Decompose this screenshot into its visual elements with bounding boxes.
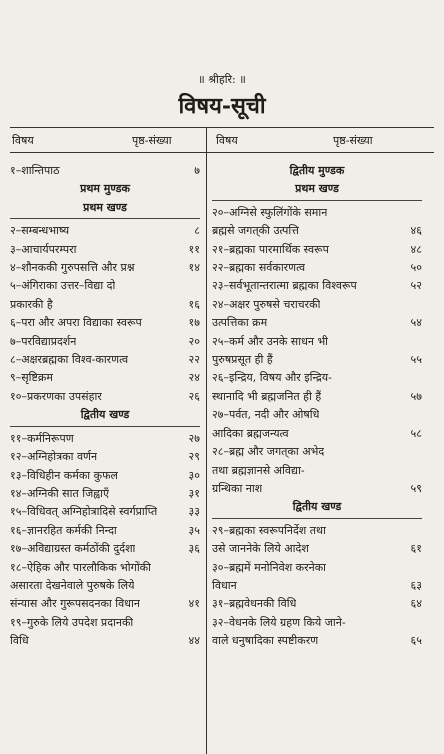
entry-page-number: २४ [188,371,200,385]
entry-page-number: ३५ [188,523,200,537]
entry-page-number: २६ [188,389,200,403]
contents-entry [10,259,200,277]
contents-entry [10,222,200,240]
right-subject-heading: विषय [216,134,238,147]
contents-entry [10,485,200,503]
entry-page-number [418,204,422,222]
contents-entry [212,241,422,259]
entry-page-number [196,277,200,295]
entry-page-number: १४ [188,261,200,275]
header-top-rule [10,127,434,128]
entry-title: ३०–ब्रह्ममें मनोनिवेश करनेका [212,560,327,574]
entry-page-number: ३३ [188,505,200,519]
contents-entry [212,462,422,480]
contents-entry [10,430,200,448]
entry-page-number: ७ [194,164,200,177]
entry-title: २०–अग्निसे स्फुलिंगोंके समान [212,205,328,219]
contents-entry [10,540,200,558]
contents-entry [212,406,422,424]
contents-entry [212,277,422,295]
entry-title: विधि [10,634,29,648]
entry-title: विधान [212,578,237,592]
contents-entry [10,559,200,577]
contents-entry [10,388,200,406]
entry-title: २९–ब्रह्मका स्वरूपनिर्देश तथा [212,523,326,537]
entry-page-number: २७ [188,431,200,445]
entry-page-number: ३६ [188,542,200,556]
entry-page-number: ५० [410,261,422,275]
left-contents-column [10,162,200,651]
entry-page-number [418,443,422,461]
contents-entry [212,522,422,540]
contents-entry [10,277,200,295]
entry-title: तथा ब्रह्मज्ञानसे अविद्या- [212,463,305,477]
column-divider [206,128,207,754]
section-rule [10,426,200,427]
contents-entry [10,314,200,332]
entry-title: स्थानादि भी ब्रह्मजनित ही हैं [212,389,322,403]
entry-title: ९–सृष्टिक्रम [10,371,53,385]
contents-entry [212,577,422,595]
header-bottom-rule [10,152,434,153]
contents-entry [212,425,422,443]
entry-page-number: ४१ [188,597,200,611]
entry-title: २४–अक्षर पुरुषसे चराचरकी [212,297,321,311]
entry-page-number [418,559,422,577]
invocation-text: ॥ श्रीहरि: ॥ [198,73,246,86]
entry-page-number: १७ [188,316,200,330]
entry-page-number [418,296,422,314]
entry-page-number [196,614,200,632]
entry-title: ११–कर्मनिरूपण [10,431,74,445]
entry-page-number: ११ [188,242,200,256]
entry-page-number: २२ [188,353,200,367]
entry-title: १–शान्तिपाठ [10,164,60,177]
entry-title: ८–अक्षरब्रह्मका विश्व-कारणत्व [10,353,129,367]
entry-title: २१–ब्रह्मका पारमार्थिक स्वरूप [212,242,329,256]
entry-page-number: ३१ [188,486,200,500]
entry-page-number: ६३ [410,578,422,592]
contents-entry [212,388,422,406]
contents-entry [212,595,422,613]
entry-page-number [418,333,422,351]
entry-title: ग्रन्थिका नाश [212,481,263,495]
section-heading: प्रथम खण्ड [295,182,339,196]
entry-page-number: ४६ [410,224,422,238]
contents-entry [10,522,200,540]
entry-title: ३२–वेधनके लिये ग्रहण किये जाने- [212,615,346,629]
contents-entry [10,333,200,351]
entry-title: पुरुषप्रसूत ही हैं [212,353,273,367]
entry-title: २६–इन्द्रिय, विषय और इन्द्रिय- [212,371,332,385]
entry-page-number: ३० [188,468,200,482]
section-heading: प्रथम खण्ड [83,200,127,214]
section-rule [10,218,200,219]
entry-page-number [418,522,422,540]
section-rule [212,200,422,201]
contents-entry [212,259,422,277]
contents-entry [212,296,422,314]
left-page-heading: पृष्ठ-संख्या [132,134,172,147]
contents-entry [10,614,200,632]
entry-title: संन्यास और गुरूपसदनका विधान [10,597,140,611]
entry-title: असारता देखनेवाले पुरुषके लिये [10,578,135,592]
section-heading: द्वितीय मुण्डक [289,164,345,177]
contents-entry [212,614,422,632]
contents-entry [212,369,422,387]
entry-page-number: ४८ [410,242,422,256]
contents-entry [10,369,200,387]
contents-entry [212,480,422,498]
right-contents-column [212,162,422,651]
entry-title: ६–परा और अपरा विद्याका स्वरूप [10,316,142,330]
contents-entry [10,162,200,180]
entry-page-number: ५५ [410,353,422,367]
entry-page-number [418,406,422,424]
entry-title: १९–गुरुके लिये उपदेश प्रदानकी [10,615,134,629]
entry-title: ३–आचार्यपरम्परा [10,242,77,256]
contents-entry [212,351,422,369]
entry-title: २–सम्बन्धभाष्य [10,224,70,238]
entry-title: प्रकारकी है [10,297,53,311]
entry-page-number: ५४ [410,316,422,330]
entry-page-number [196,577,200,595]
contents-entry [212,632,422,650]
entry-title: २५–कर्म और उनके साधन भी [212,334,329,348]
entry-page-number: २९ [188,450,200,464]
entry-title: उसे जाननेके लिये आदेश [212,542,309,556]
right-page-heading: पृष्ठ-संख्या [333,134,373,147]
entry-page-number [418,369,422,387]
contents-entry [10,241,200,259]
section-heading: द्वितीय खण्ड [80,408,130,422]
entry-title: १०–प्रकरणका उपसंहार [10,389,102,403]
entry-title: १७–अविद्याग्रस्त कर्मठोंकी दुर्दशा [10,542,136,556]
entry-page-number: ६४ [410,597,422,611]
entry-title: ब्रह्मसे जगत्‌की उत्पत्ति [212,224,299,238]
entry-page-number [418,614,422,632]
entry-title: १२–अग्निहोत्रका वर्णन [10,450,98,464]
entry-title: ३१–ब्रह्मवेधनकी विधि [212,597,297,611]
entry-page-number: १६ [188,297,200,311]
entry-title: २३–सर्वभूतान्तरात्मा ब्रह्मका विश्वरूप [212,279,357,293]
entry-title: उत्पत्तिका क्रम [212,316,268,330]
entry-page-number: २० [188,334,200,348]
page-title: विषय-सूची [178,93,266,119]
contents-entry [10,467,200,485]
entry-title: १४–अग्निकी सात जिह्वाएँ [10,486,110,500]
entry-page-number: ५२ [410,279,422,293]
entry-page-number: ५७ [410,389,422,403]
entry-page-number: ८ [194,224,200,238]
section-heading: प्रथम मुण्डक [80,182,130,196]
entry-title: ५–अंगिराका उत्तर–विद्या दो [10,279,116,293]
contents-entry [10,632,200,650]
entry-title: आदिका ब्रह्मजन्यत्व [212,426,289,440]
entry-title: २८–ब्रह्म और जगत्‌का अभेद [212,445,325,459]
section-rule [212,518,422,519]
contents-entry [10,577,200,595]
section-heading: द्वितीय खण्ड [292,500,342,514]
left-subject-heading: विषय [12,134,34,147]
entry-page-number: ६५ [410,634,422,648]
entry-page-number [196,559,200,577]
entry-page-number: ६१ [410,542,422,556]
entry-title: १८–ऐहिक और पारलौकिक भोगोंकी [10,560,151,574]
entry-title: १६–ज्ञानरहित कर्मकी निन्दा [10,523,117,537]
entry-title: १५–विधिवत् अग्निहोत्रादिसे स्वर्गप्राप्ति [10,505,158,519]
contents-entry [212,204,422,222]
entry-title: वाले धनुषादिका स्पष्टीकरण [212,634,319,648]
entry-page-number: ५८ [410,426,422,440]
entry-page-number [418,462,422,480]
contents-entry [10,503,200,521]
contents-entry [212,559,422,577]
contents-entry [212,540,422,558]
entry-page-number: ४४ [188,634,200,648]
entry-title: ७–परविद्याप्रदर्शन [10,334,77,348]
contents-entry [212,222,422,240]
contents-entry [10,448,200,466]
contents-entry [212,333,422,351]
entry-title: १३–विधिहीन कर्मका कुफल [10,468,119,482]
entry-title: २२–ब्रह्मका सर्वकारणत्व [212,261,306,275]
contents-entry [212,314,422,332]
entry-title: ४–शौनककी गुरुपसत्ति और प्रश्न [10,261,135,275]
contents-entry [10,595,200,613]
contents-entry [10,351,200,369]
entry-title: २७–पर्वत, नदी और ओषधि [212,408,320,422]
contents-entry [10,296,200,314]
entry-page-number: ५९ [410,481,422,495]
contents-entry [212,443,422,461]
